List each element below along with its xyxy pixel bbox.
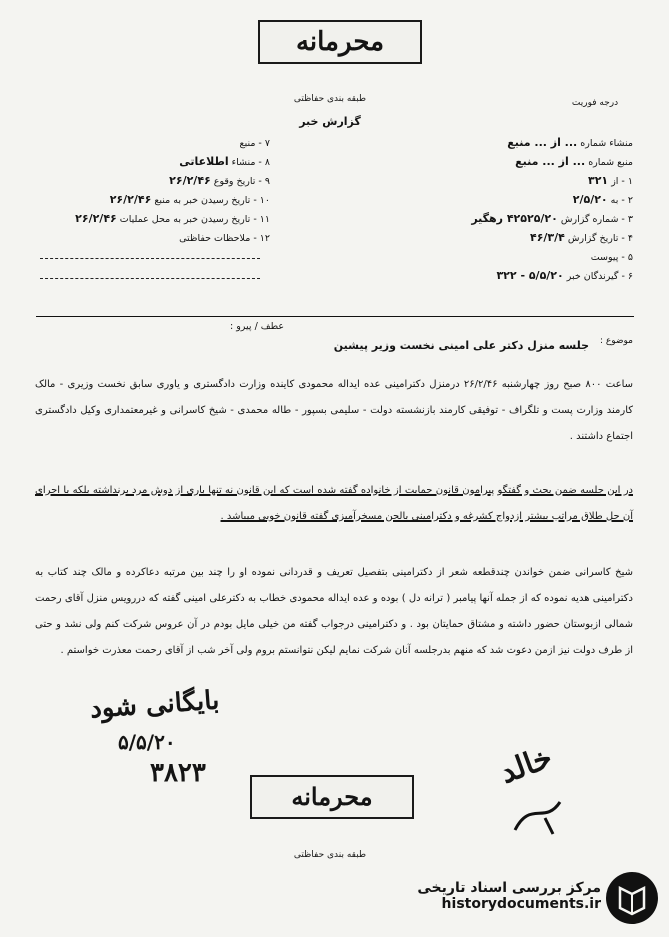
paragraph-1: ساعت ۸۰۰ صبح روز چهارشنبه ۲۶/۲/۴۶ درمنزل دکترامینی عده ایداله محمودی کاینده وزارت دادگستری و یاوری سابق نخست وزیری - مالک کارمند وزارت پست و تلگراف - توفیقی کارمند بازنشسته دولت - سلیمی بسپور - طاله محمدی - شیخ کاسرانی و غیرمعتمداری وکیل دادگستری اجتماع داشتند . (35, 379, 634, 442)
archive-logo-icon (606, 872, 658, 924)
paragraph-3: شیخ کاسرانی ضمن خواندن چندقطعه شعر از دکترامینی بتفصیل تعریف و قدردانی نموده او را چند بین مرتبه دعاکرده و مالک چند کتاب به دکترامینی هدیه نموده که از جمله آنها پیامبر ( ترانه دل ) بوده و عده ایداله محمودی خطاب به دکترعلی امینی گفته که دررویس منزل آقای رحمت شمالی ازبوستان حضور داشته و مشتاق حمایتان بود . و دکترامینی درجواب گفته من خیلی مایل بودم در آن عروس شرکت کنم ولی نشد و حتی از طرف دولت نیز ازمن دعوت شد که منهم بدرجلسه آنان شرکت نمایم لیکن نتوانستم بروم ولی آخر شب از آقای رحمت معذرت خواستم . (35, 567, 633, 656)
field-row: ۷ - منبع (239, 138, 270, 149)
handwritten-note: بایگانی شود (89, 685, 221, 725)
field-row: ۱ - از ۳۲۱ (588, 174, 633, 187)
field-row: منشاء شماره ... از ... منبع (507, 136, 633, 149)
right-fields (383, 134, 633, 286)
field-row: ۳ - شماره گزارش ۴۲۵۲۵/۲۰ رهگیر (471, 212, 633, 225)
section-divider (36, 316, 634, 317)
field-row: ۴ - تاریخ گزارش ۴۶/۳/۴ (529, 231, 633, 244)
dashed-rule (40, 278, 260, 279)
watermark-text (417, 880, 601, 912)
field-row: ۸ - منشاء اطلاعاتی (179, 155, 270, 168)
field-row: ۱۰ - تاریخ رسیدن خبر به منبع ۲۶/۲/۴۶ (109, 193, 270, 206)
dashed-rule (40, 258, 260, 259)
handwritten-number: ۳۸۲۳ (150, 758, 206, 788)
classification-stamp-top: محرمانه (258, 20, 422, 64)
signature-stroke (505, 790, 575, 840)
field-row: ۱۱ - تاریخ رسیدن خبر به محل عملیات ۲۶/۲/۴۶ (75, 212, 270, 225)
classification-stamp-bottom: محرمانه (250, 775, 414, 819)
paragraph-2: در این جلسه ضمن بحث و گفتگو پیرامون قانون حمایت از خانواده گفته شده است که این قانون نه تنها باری از دوش مرد برنداشته بلکه با اجرای آن حل طلاق مراتب بیشتر ازدواج کشرغه و دکترامینی بالحن مسخرآمیزی گفته قانون خوبی میباشد . (35, 485, 633, 522)
handwritten-signature: خالد (495, 740, 557, 791)
report-title: گزارش خبر (299, 115, 361, 128)
watermark-line2: historydocuments.ir (441, 896, 601, 912)
field-row: ۲ - به ۲/۵/۲۰ (572, 193, 633, 206)
classification-caption-bottom: طبقه بندی حفاظتی (293, 850, 367, 860)
urgency-label: درجه فوریت (571, 98, 619, 108)
handwritten-date: ۵/۵/۲۰ (118, 730, 176, 754)
field-row: منبع شماره ... از ... منبع (515, 155, 633, 168)
watermark-line1: مرکز بررسی اسناد تاریخی (417, 880, 601, 896)
ref-label: عطف / پیرو : (230, 321, 285, 332)
left-fields (40, 134, 270, 248)
book-icon (606, 872, 658, 924)
field-row: ۹ - تاریخ وقوع ۲۶/۲/۴۶ (169, 174, 270, 187)
subject-label: موضوع : (599, 336, 633, 346)
subject-text: جلسه منزل دکتر علی امینی نخست وزیر پیشین (333, 339, 589, 352)
field-row: ۶ - گیرندگان خبر ۵/۵/۲۰ - ۳۲۲ (496, 269, 633, 282)
field-row: ۱۲ - ملاحظات حفاظتی (179, 233, 270, 244)
classification-caption-top: طبقه بندی حفاظتی (293, 94, 367, 104)
field-row: ۵ - پیوست (590, 252, 633, 263)
